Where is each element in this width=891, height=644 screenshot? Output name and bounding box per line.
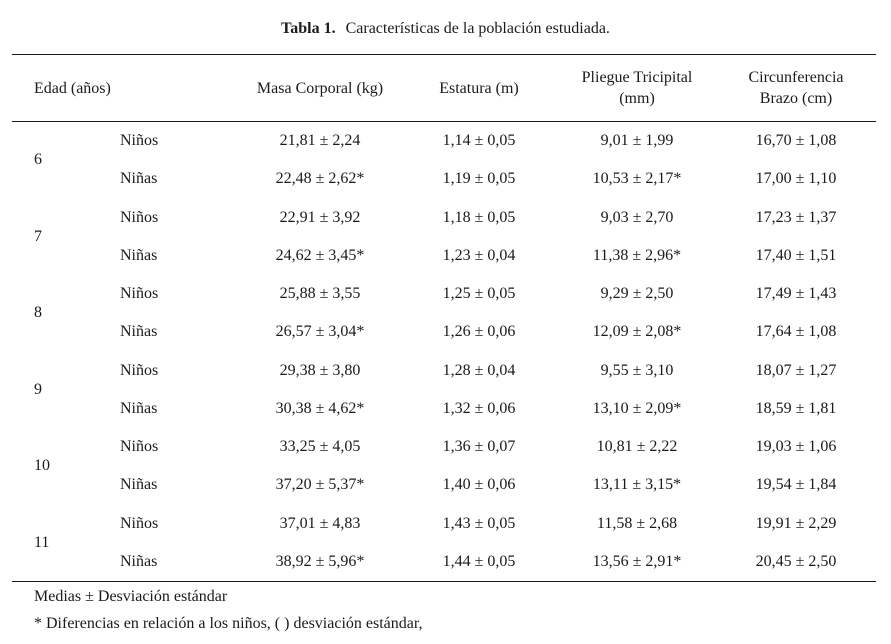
- cell-estatura: 1,23 ± 0,04: [442, 246, 516, 264]
- cell-masa: 21,81 ± 2,24: [279, 132, 361, 149]
- top-rule: [12, 54, 876, 55]
- cell-sex: Niños: [120, 361, 159, 379]
- cell-sex: Niñas: [120, 476, 158, 493]
- cell-circunferencia: 17,40 ± 1,51: [755, 246, 837, 264]
- cell-masa: 24,62 ± 3,45*: [275, 246, 365, 264]
- cell-estatura: 1,44 ± 0,05: [442, 552, 516, 570]
- cell-circunferencia: 18,07 ± 1,27: [755, 361, 837, 379]
- cell-pliegue: 13,11 ± 3,15*: [592, 476, 682, 493]
- cell-age: 9: [34, 380, 42, 398]
- table-row: [12, 160, 876, 198]
- cell-pliegue: 10,53 ± 2,17*: [592, 170, 682, 187]
- table-caption: [0, 19, 891, 39]
- cell-sex: Niñas: [120, 246, 158, 264]
- cell-sex: Niñas: [120, 170, 158, 187]
- table-row: [12, 275, 876, 313]
- age-group: [12, 428, 876, 505]
- cell-estatura: 1,28 ± 0,04: [442, 361, 516, 379]
- cell-pliegue: 11,38 ± 2,96*: [592, 246, 682, 264]
- age-group: [12, 352, 876, 429]
- table-row: [12, 543, 876, 581]
- cell-sex: Niños: [120, 208, 159, 226]
- age-group: [12, 122, 876, 199]
- cell-circunferencia: 17,64 ± 1,08: [755, 323, 837, 340]
- cell-sex: Niños: [120, 285, 159, 302]
- cell-circunferencia: 18,59 ± 1,81: [755, 399, 837, 417]
- cell-sex: Niñas: [120, 323, 158, 340]
- cell-sex: Niños: [120, 132, 159, 149]
- table-row: [12, 428, 876, 466]
- table-body: [12, 122, 876, 580]
- cell-sex: Niños: [120, 514, 159, 532]
- cell-masa: 29,38 ± 3,80: [279, 361, 361, 379]
- caption-text: Características de la población estudiada.: [345, 20, 610, 37]
- cell-circunferencia: 19,91 ± 2,29: [755, 514, 837, 532]
- cell-pliegue: 12,09 ± 2,08*: [592, 323, 682, 340]
- cell-sex: Niñas: [120, 399, 158, 417]
- cell-pliegue: 11,58 ± 2,68: [596, 514, 678, 532]
- cell-circunferencia: 17,00 ± 1,10: [755, 170, 837, 187]
- cell-circunferencia: 20,45 ± 2,50: [755, 552, 837, 570]
- cell-estatura: 1,25 ± 0,05: [442, 285, 516, 302]
- header-estatura: Estatura (m): [439, 79, 519, 97]
- footnote-medias: Medias ± Desviación estándar: [34, 588, 228, 605]
- table-row: [12, 199, 876, 237]
- cell-estatura: 1,26 ± 0,06: [442, 323, 516, 340]
- cell-circunferencia: 16,70 ± 1,08: [755, 132, 837, 149]
- cell-masa: 22,48 ± 2,62*: [275, 170, 365, 187]
- cell-masa: 38,92 ± 5,96*: [275, 552, 365, 570]
- cell-estatura: 1,36 ± 0,07: [442, 438, 516, 455]
- cell-masa: 26,57 ± 3,04*: [275, 323, 365, 340]
- cell-circunferencia: 17,49 ± 1,43: [755, 285, 837, 302]
- cell-estatura: 1,43 ± 0,05: [442, 514, 516, 532]
- cell-age: 10: [34, 457, 50, 475]
- table-row: [12, 352, 876, 390]
- cell-estatura: 1,19 ± 0,05: [442, 170, 516, 187]
- table-row: [12, 466, 876, 504]
- table-row: [12, 505, 876, 543]
- cell-pliegue: 13,56 ± 2,91*: [592, 552, 682, 570]
- table-row: [12, 313, 876, 351]
- bottom-rule: [12, 581, 876, 582]
- cell-estatura: 1,18 ± 0,05: [442, 208, 516, 226]
- cell-masa: 37,01 ± 4,83: [279, 514, 361, 532]
- cell-circunferencia: 19,03 ± 1,06: [755, 438, 837, 455]
- cell-age: 7: [34, 227, 42, 245]
- cell-pliegue: 9,03 ± 2,70: [600, 208, 674, 226]
- table-row: [12, 122, 876, 160]
- age-group: [12, 505, 876, 582]
- cell-masa: 25,88 ± 3,55: [279, 285, 361, 302]
- cell-pliegue: 10,81 ± 2,22: [596, 438, 678, 455]
- cell-circunferencia: 17,23 ± 1,37: [755, 208, 837, 226]
- cell-estatura: 1,32 ± 0,06: [442, 399, 516, 417]
- header-pliegue-line1: Pliegue Tricipital: [581, 69, 693, 86]
- header-circ-line2: Brazo (cm): [759, 90, 833, 107]
- footnote-diferencias: * Diferencias en relación a los niños, ( ) desviación estándar,: [34, 615, 423, 632]
- cell-age: 8: [34, 304, 42, 322]
- cell-age: 11: [34, 533, 50, 551]
- cell-pliegue: 13,10 ± 2,09*: [592, 399, 682, 417]
- cell-estatura: 1,40 ± 0,06: [442, 476, 516, 493]
- cell-age: 6: [34, 151, 42, 169]
- table-row: [12, 237, 876, 275]
- cell-masa: 33,25 ± 4,05: [279, 438, 361, 455]
- age-group: [12, 199, 876, 276]
- age-group: [12, 275, 876, 352]
- cell-pliegue: 9,29 ± 2,50: [600, 285, 674, 302]
- table-row: [12, 390, 876, 428]
- header-pliegue: [548, 56, 726, 120]
- cell-circunferencia: 19,54 ± 1,84: [755, 476, 837, 493]
- header-circunferencia: [726, 56, 866, 120]
- header-masa: Masa Corporal (kg): [256, 79, 384, 97]
- cell-pliegue: 9,01 ± 1,99: [600, 132, 674, 149]
- cell-sex: Niños: [120, 438, 159, 455]
- cell-pliegue: 9,55 ± 3,10: [600, 361, 674, 379]
- cell-masa: 22,91 ± 3,92: [279, 208, 361, 226]
- cell-estatura: 1,14 ± 0,05: [442, 132, 516, 149]
- caption-label: Tabla 1.: [281, 20, 336, 37]
- header-pliegue-line2: (mm): [619, 90, 655, 107]
- cell-sex: Niñas: [120, 552, 158, 570]
- cell-masa: 37,20 ± 5,37*: [275, 476, 365, 493]
- header-edad: Edad (años): [34, 79, 111, 97]
- header-circ-line1: Circunferencia: [748, 69, 844, 86]
- cell-masa: 30,38 ± 4,62*: [275, 399, 365, 417]
